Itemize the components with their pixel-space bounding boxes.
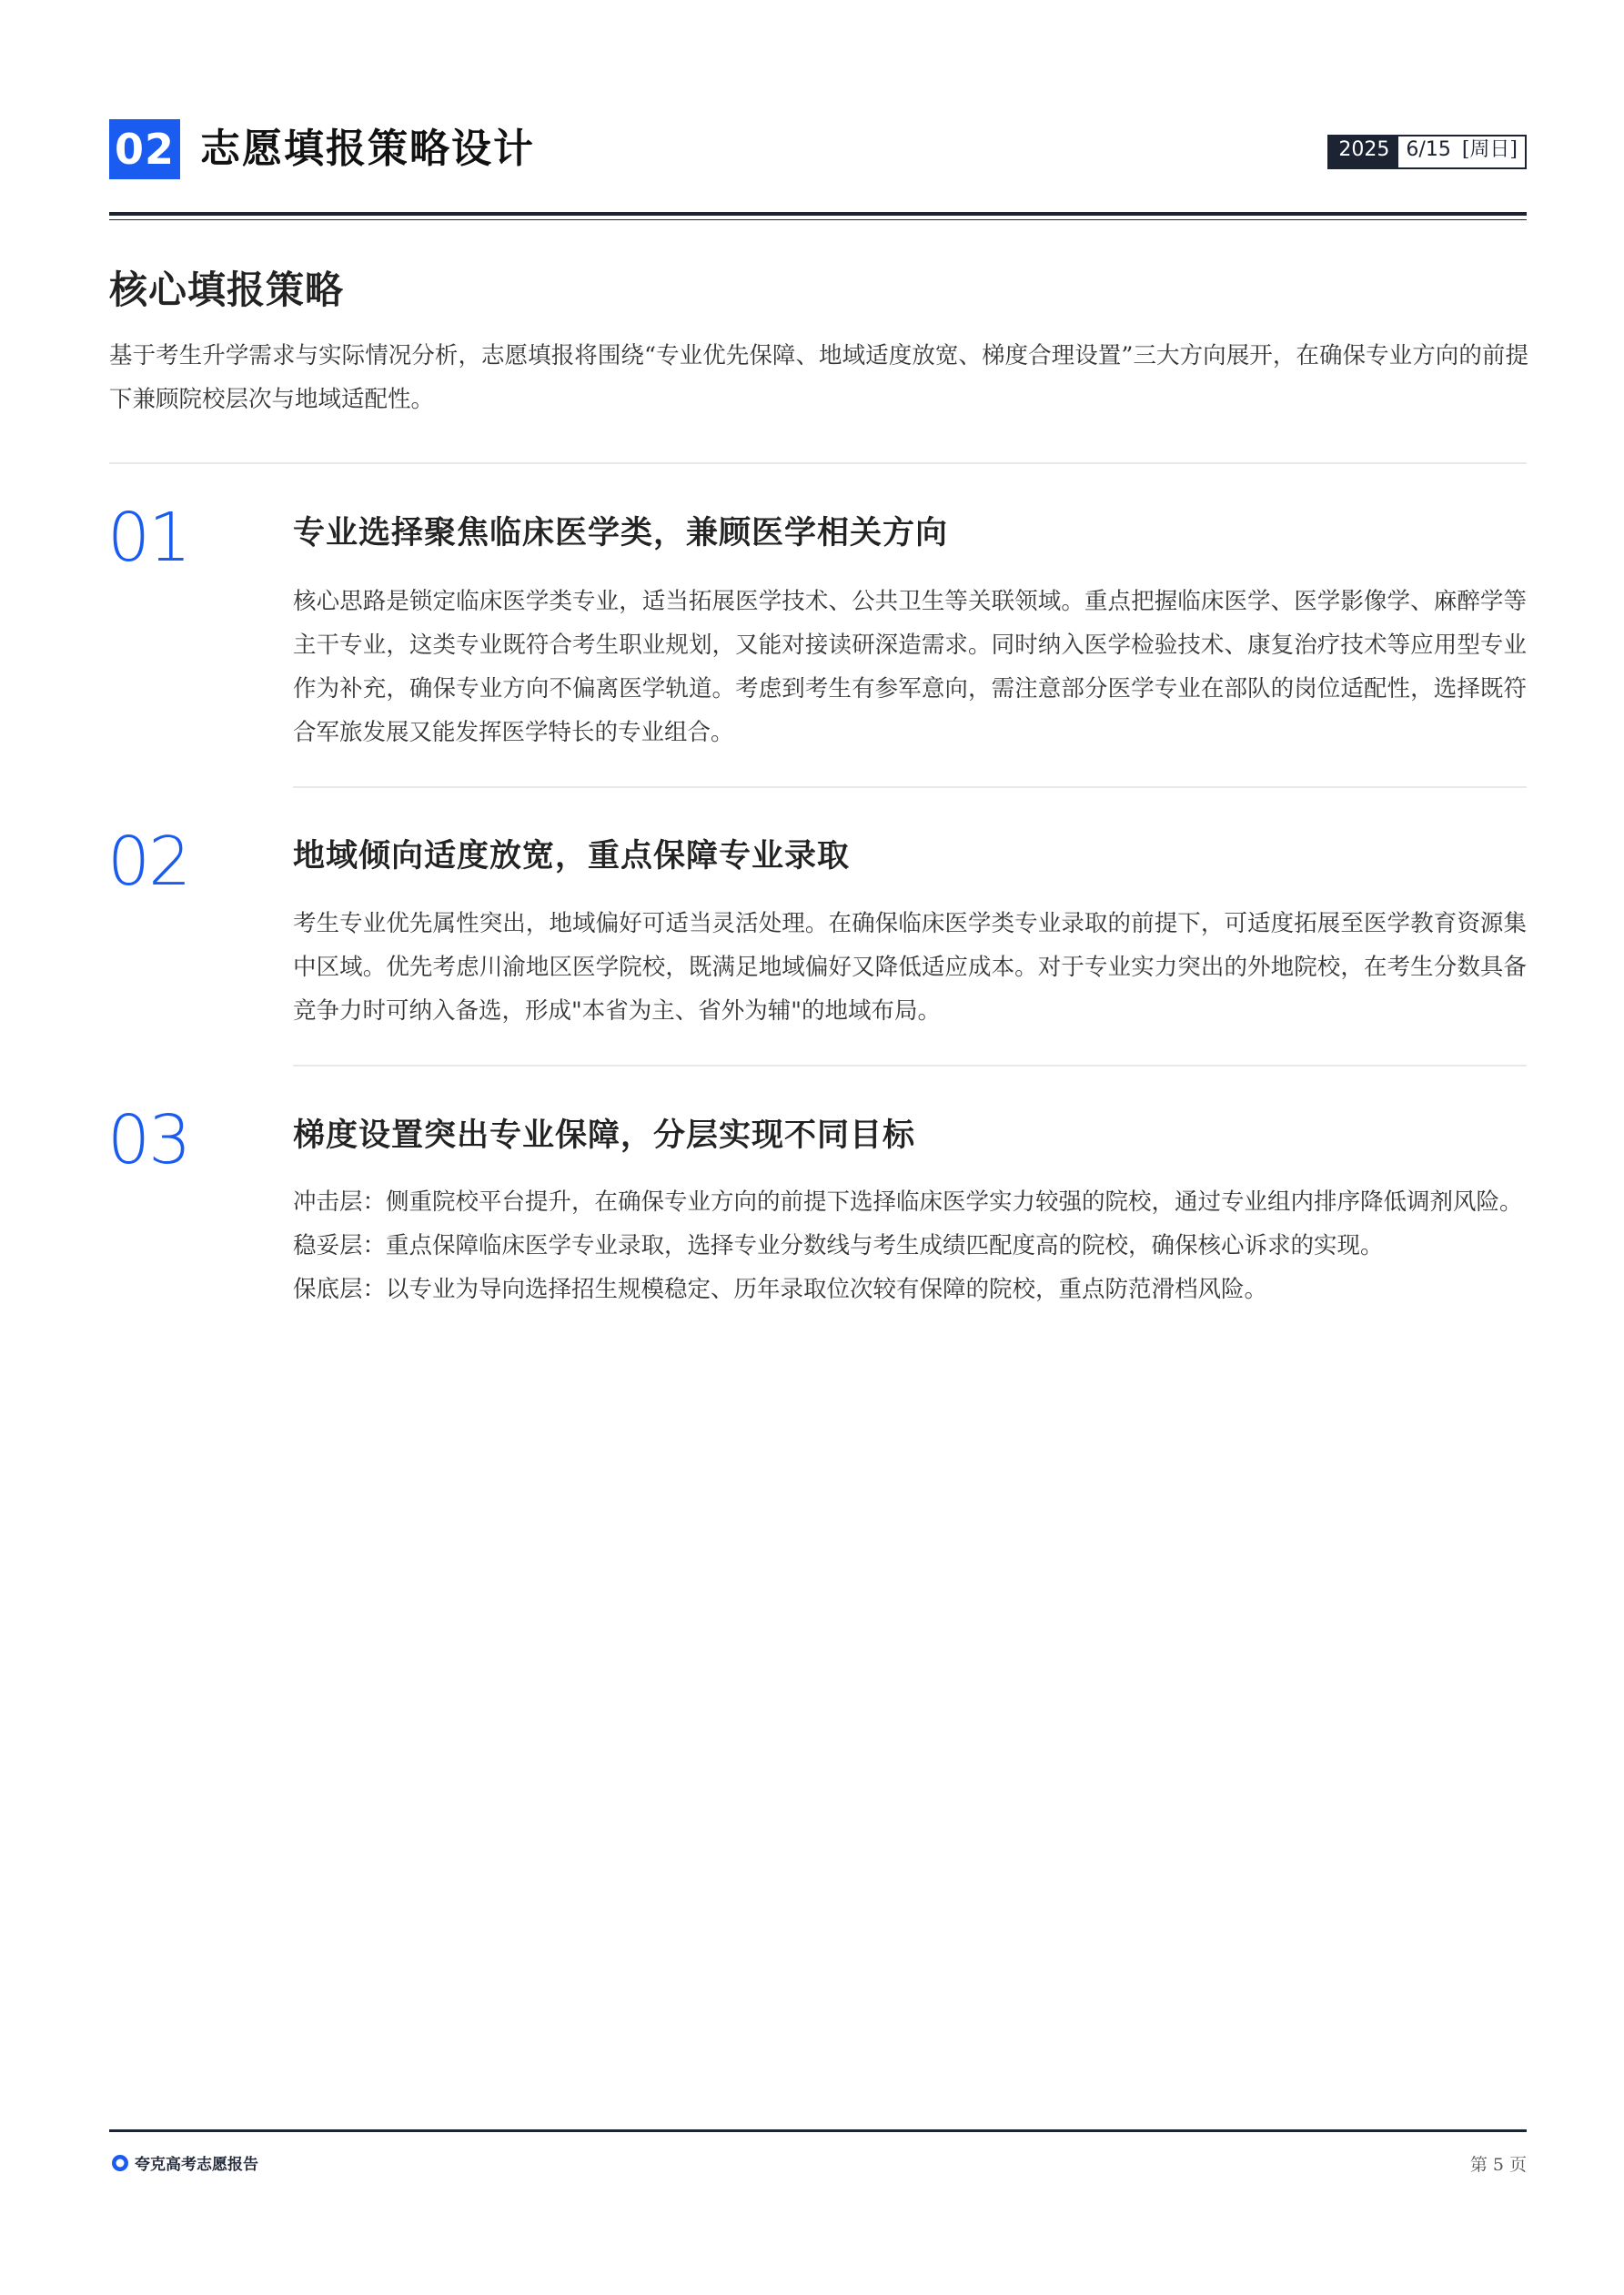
tier-line-safety: 保底层：以专业为导向选择招生规模稳定、历年录取位次较有保障的院校，重点防范滑档风险。	[293, 1276, 1268, 1303]
date-weekday: [周日]	[1461, 138, 1518, 161]
brand-logo-icon	[111, 2154, 129, 2172]
tier-line-stable: 稳妥层：重点保障临床医学专业录取，选择专业分数线与考生成绩匹配度高的院校，确保核心诉求的实现。	[293, 1232, 1384, 1259]
divider	[109, 462, 1527, 464]
date-year: 2025	[1329, 136, 1398, 167]
header-rule-thin	[109, 219, 1527, 220]
item-number: 01	[107, 499, 190, 577]
item-title: 专业选择聚焦临床医学类，兼顾医学相关方向	[293, 514, 949, 551]
tier-line-rush: 冲击层：侧重院校平台提升，在确保专业方向的前提下选择临床医学实力较强的院校，通过专业组内排序降低调剂风险。	[293, 1188, 1523, 1216]
brand-name: 夸克高考志愿报告	[135, 2156, 258, 2174]
header-rule-thick	[109, 212, 1527, 216]
intro-paragraph: 基于考生升学需求与实际情况分析，志愿填报将围绕“专业优先保障、地域适度放宽、梯度合理设置”三大方向展开，在确保专业方向的前提下兼顾院校层次与地域适配性。	[109, 342, 1528, 413]
divider	[293, 786, 1527, 788]
item-title: 地域倾向适度放宽，重点保障专业录取	[293, 837, 851, 875]
item-body: 考生专业优先属性突出，地域偏好可适当灵活处理。在确保临床医学类专业录取的前提下，可适度拓展至医学教育资源集中区域。优先考虑川渝地区医学院校，既满足地域偏好又降低适应成本。对于专业实力突出的外地院校，在考生分数具备竞争力时可纳入备选，形成"本省为主、省外为辅"的地域布局。	[293, 910, 1527, 1025]
divider	[293, 1065, 1527, 1067]
section-title: 志愿填报策略设计	[200, 126, 535, 172]
item-number: 03	[107, 1101, 190, 1179]
date-day: 6/15	[1406, 138, 1451, 161]
section-number-badge: 02	[109, 119, 180, 179]
item-title: 梯度设置突出专业保障，分层实现不同目标	[293, 1117, 916, 1154]
item-body	[293, 1180, 1527, 1311]
page-number: 第 5 页	[1469, 2155, 1527, 2175]
item-number: 02	[107, 823, 190, 901]
footer-brand	[111, 2151, 258, 2174]
item-body: 核心思路是锁定临床医学类专业，适当拓展医学技术、公共卫生等关联领域。重点把握临床医学、医学影像学、麻醉学等主干专业，这类专业既符合考生职业规划，又能对接读研深造需求。同时纳入医学检验技术、康复治疗技术等应用型专业作为补充，确保专业方向不偏离医学轨道。考虑到考生有参军意向，需注意部分医学专业在部队的岗位适配性，选择既符合军旅发展又能发挥医学特长的专业组合。	[293, 588, 1527, 746]
footer-rule	[109, 2129, 1527, 2132]
block-heading: 核心填报策略	[109, 268, 345, 312]
date-box	[1327, 135, 1527, 169]
